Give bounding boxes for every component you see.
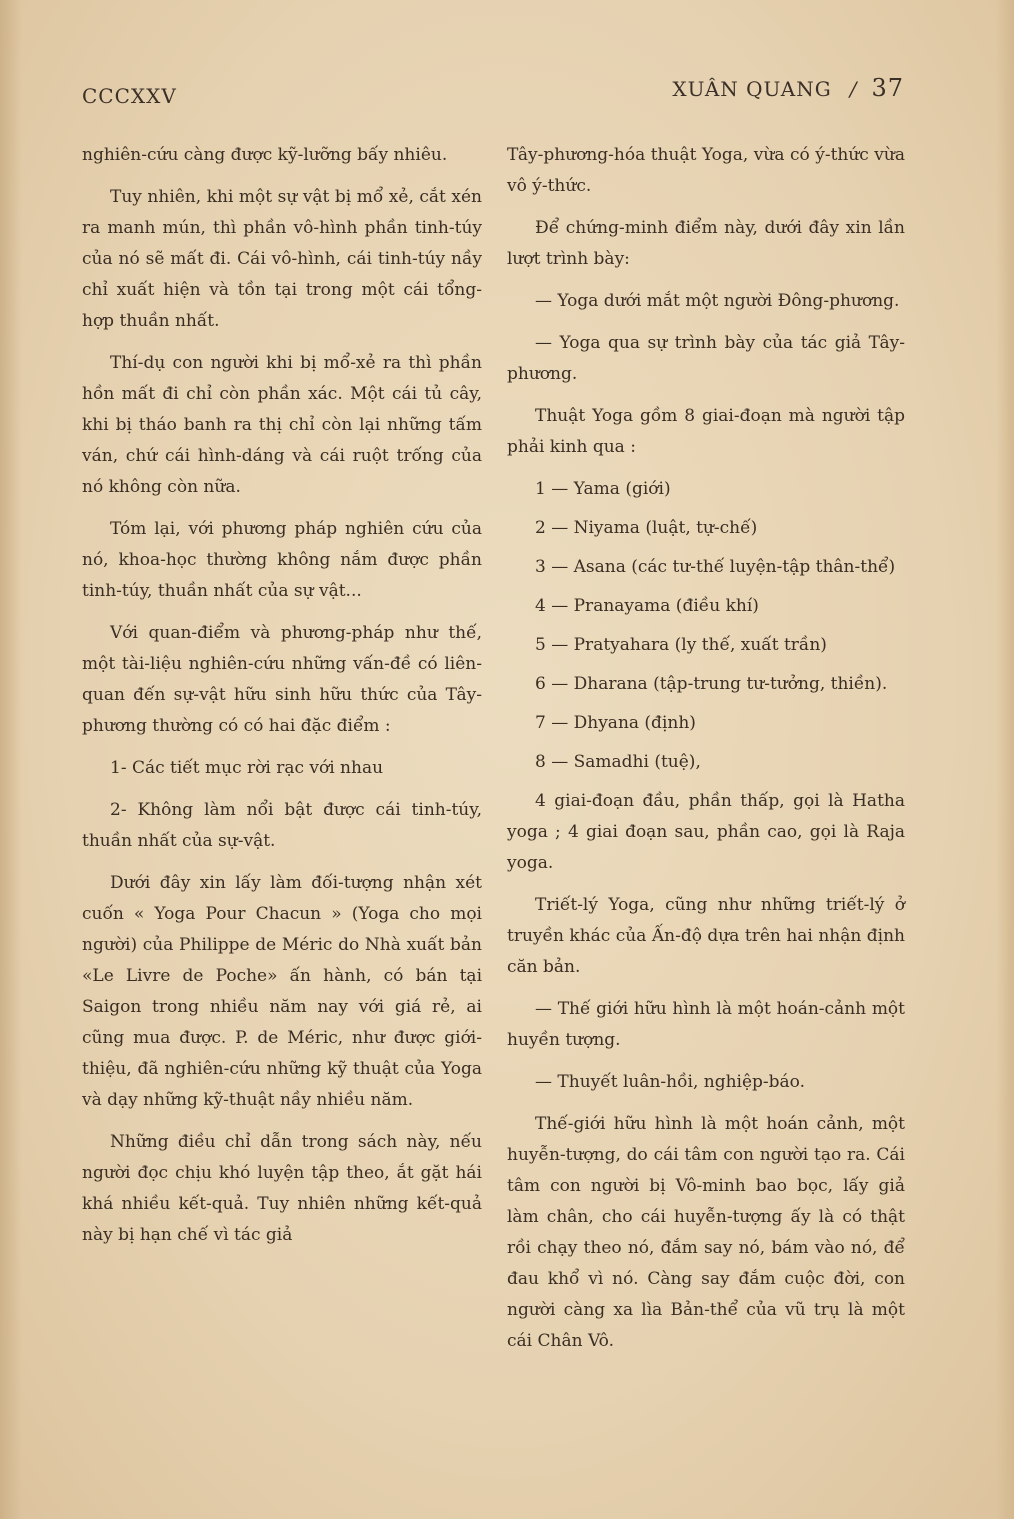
list-item: 2- Không làm nổi bật được cái tinh-túy, thuần nhất của sự-vật.: [82, 800, 482, 851]
list-item: — Yoga qua sự trình bày của tác giả Tây-phương.: [507, 333, 905, 384]
paragraph: 4 giai-đoạn đầu, phần thấp, gọi là Hatha yoga ; 4 giai đoạn sau, phần cao, gọi là Raja yoga.: [507, 791, 905, 873]
paragraph: Với quan-điểm và phương-pháp như thế, một tài-liệu nghiên-cứu những vấn-đề có liên-quan đến sự-vật hữu sinh hữu thức của Tây-phương thường có có hai đặc điểm :: [82, 623, 482, 736]
paragraph: Dưới đây xin lấy làm đối-tượng nhận xét cuốn « Yoga Pour Chacun » (Yoga cho mọi người) của Philippe de Méric do Nhà xuất bản «Le Livre de Poche» ấn hành, có bán tại Saigon trong nhiều năm nay với giá rẻ, ai cũng mua được. P. de Méric, như được giới-thiệu, đã nghiên-cứu những kỹ thuật của Yoga và dạy những kỹ-thuật nầy nhiều năm.: [82, 873, 482, 1110]
paragraph: Thí-dụ con người khi bị mổ-xẻ ra thì phần hồn mất đi chỉ còn phần xác. Một cái tủ cây, khi bị tháo banh ra thị chỉ còn lại những tấm ván, chứ cái hình-dáng và cái ruột trống của nó không còn nữa.: [82, 353, 482, 497]
list-item: 3 — Asana (các tư-thế luyện-tập thân-thể): [535, 557, 896, 577]
list-item: — Thuyết luân-hồi, nghiệp-báo.: [535, 1072, 806, 1092]
page-edge-shadow-left: [0, 0, 22, 1519]
paragraph: Những điều chỉ dẫn trong sách này, nếu người đọc chịu khó luyện tập theo, ắt gặt hái khá nhiều kết-quả. Tuy nhiên những kết-quả này bị hạn chế vì tác giả: [82, 1132, 482, 1245]
list-item: 5 — Pratyahara (ly thế, xuất trần): [535, 635, 827, 655]
paragraph: Tóm lại, với phương pháp nghiên cứu của nó, khoa-học thường không nắm được phần tinh-túy, thuần nhất của sự vật...: [82, 519, 482, 601]
paragraph: Để chứng-minh điểm này, dưới đây xin lần lượt trình bày:: [507, 218, 905, 269]
list-item: 1 — Yama (giới): [535, 479, 671, 499]
paragraph: Thuật Yoga gồm 8 giai-đoạn mà người tập phải kinh qua :: [507, 406, 905, 457]
paragraph: Thế-giới hữu hình là một hoán cảnh, một huyễn-tượng, do cái tâm con người tạo ra. Cái tâm con người bị Vô-minh bao bọc, lấy giả làm chân, cho cái huyễn-tượng ấy là có thật rồi chạy theo nó, đắm say nó, bám vào nó, để đau khổ vì nó. Càng say đắm cuộc đời, con người càng xa lìa Bản-thể của vũ trụ là một cái Chân Vô.: [507, 1114, 905, 1351]
issue-number: CCCXXV: [82, 84, 177, 108]
paragraph: Tây-phương-hóa thuật Yoga, vừa có ý-thức vừa vô ý-thức.: [507, 145, 905, 196]
list-item: 2 — Niyama (luật, tự-chế): [535, 518, 758, 538]
list-item: 7 — Dhyana (định): [535, 713, 696, 733]
list-item: 8 — Samadhi (tuệ),: [535, 752, 701, 772]
header-separator: /: [849, 77, 858, 101]
right-column: [507, 140, 905, 1368]
list-item: 6 — Dharana (tập-trung tư-tưởng, thiền).: [535, 674, 888, 694]
left-column: [82, 140, 482, 1262]
page-number: 37: [871, 74, 904, 102]
paragraph: Tuy nhiên, khi một sự vật bị mổ xẻ, cắt xén ra manh mún, thì phần vô-hình phần tinh-túy của nó sẽ mất đi. Cái vô-hình, cái tinh-túy nầy chỉ xuất hiện và tồn tại trong một cái tổng-hợp thuần nhất.: [82, 187, 482, 331]
list-item: — Yoga dưới mắt một người Đông-phương.: [535, 291, 900, 311]
paragraph: nghiên-cứu càng được kỹ-lưỡng bấy nhiêu.: [82, 145, 448, 165]
paragraph: Triết-lý Yoga, cũng như những triết-lý ở truyền khác của Ấn-độ dựa trên hai nhận định căn bản.: [507, 895, 905, 977]
list-item: — Thế giới hữu hình là một hoán-cảnh một huyền tượng.: [507, 999, 905, 1050]
list-item: 4 — Pranayama (điều khí): [535, 596, 759, 616]
running-header: [672, 74, 904, 102]
page-edge-shadow-right: [996, 0, 1014, 1519]
magazine-title: XUÂN QUANG: [672, 77, 832, 101]
list-item: 1- Các tiết mục rời rạc với nhau: [110, 758, 384, 778]
